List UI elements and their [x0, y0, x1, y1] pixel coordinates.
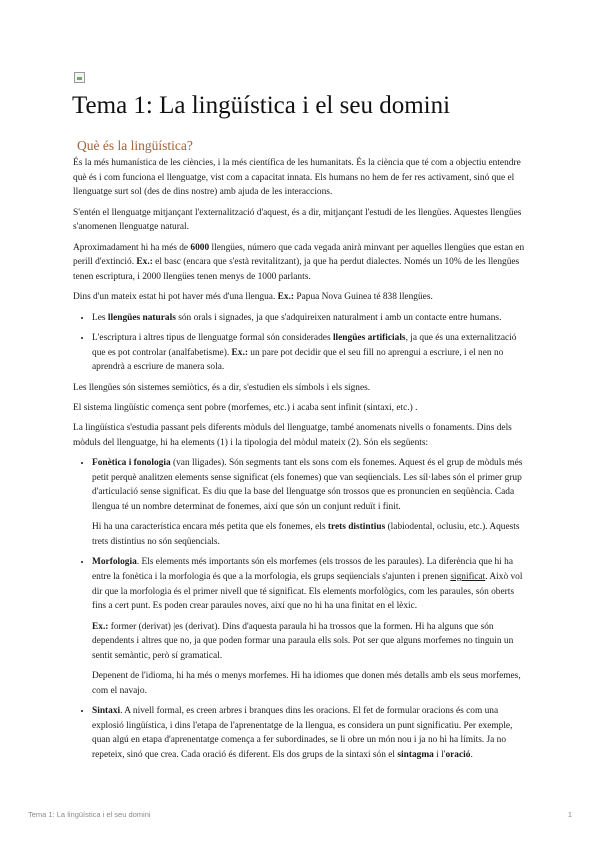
document-body	[73, 156, 528, 768]
text: (labiodental, oclusiu, etc.). Aquests trets distintius no són seqüencials.	[92, 522, 520, 548]
text: són orals i signades, ja que s'adquireixen naturalment i amb un contacte entre humans.	[175, 312, 502, 323]
paragraph	[73, 241, 528, 285]
bold-text: llengües naturals	[107, 312, 176, 323]
paragraph	[92, 704, 528, 762]
page-number: 1	[567, 810, 572, 819]
text: Dins d'un mateix estat hi pot haver més d'una llengua.	[73, 292, 278, 303]
bold-text: Ex.:	[92, 621, 109, 632]
broken-image-icon	[74, 72, 85, 83]
page-title: Tema 1: La lingüística i el seu domini	[72, 92, 451, 119]
paragraph	[92, 456, 528, 514]
bold-text: Ex.:	[277, 292, 295, 303]
text: llengües, número que cada vegada anirà minvant per aquelles llengües que estan en perill d'extinció.	[73, 242, 525, 268]
list-item	[92, 311, 528, 326]
bullet-list	[73, 456, 528, 762]
bold-text: trets distintius	[327, 522, 386, 533]
bold-text: sintagma	[397, 749, 434, 760]
paragraph	[92, 620, 528, 664]
list-item	[92, 555, 528, 698]
footer-title: Tema 1: La lingüística i el seu domini	[28, 810, 151, 819]
text: , ja que és una externalització que es pot controlar (analfabetisme).	[92, 332, 517, 358]
paragraph: És la més humanística de les ciències, i la més científica de les humanitats. És la ciència que té com a objectiu entendre què és i com funciona el llenguatge, vist com a capacitat innata. Els humans no hem de fer res activament, sinó que el llenguatge surt sol (des de dins nostre) amb ajuda de les interaccions.	[73, 158, 521, 198]
text: Hi ha una característica encara més petita que els fonemes, els	[92, 522, 328, 533]
underlined-text: significat	[450, 572, 486, 583]
list-item	[92, 456, 528, 549]
paragraph	[73, 290, 528, 305]
text: . Els elements més importants són els morfemes (els trossos de les paraules). La diferència que hi ha entre la fonètica i la morfologia és que a la morfologia, els grups seqüencials s'ajunten i prenen	[92, 557, 513, 583]
text: (van lligades). Són segments tant els sons com els fonemes. Aquest és el grup de mòduls més petit perquè analitzen elements sense significat (els fonemes) que van seqüencials. Les síl·labes són el primer grup d'articulació sense significat. Es diu que la base del llenguatge són trossos que es pronuncien en seqüència. Cada llengua té un nombre determinat de fonemes, així que són un conjunt reduït i finit.	[92, 458, 523, 513]
text: i l'	[433, 749, 446, 760]
text: . Això vol dir que la morfologia és el primer nivell que té significat. Els elements morfològics, com les paraules, són oberts fins a cert punt. Es poden crear paraules noves, així que no hi ha una finitat en el lèxic.	[92, 572, 523, 612]
paragraph: La lingüística s'estudia passant pels diferents mòduls del llenguatge, també anomenats nivells o fonaments. Dins dels mòduls del llenguatge, hi ha elements (1) i la tipologia del mòdul mateix (2). Són els següents:	[73, 423, 512, 448]
bold-text: Fonètica i fonologia	[92, 458, 171, 469]
bold-text: Morfologia	[92, 557, 137, 568]
section-heading: Què és la lingüística?	[77, 138, 193, 153]
bold-text: Ex.:	[136, 257, 153, 268]
paragraph	[92, 555, 528, 613]
text: L'escriptura i altres tipus de llenguatge formal són considerades	[92, 332, 333, 343]
bold-text: oració	[445, 749, 471, 760]
text: Les	[92, 312, 108, 323]
list-item	[92, 704, 528, 762]
paragraph: S'entén el llenguatge mitjançant l'externalització d'aquest, és a dir, mitjançant l'estudi de les llengües. Aquestes llengües s'anomenen llenguatge natural.	[73, 207, 522, 233]
paragraph: Depenent de l'idioma, hi ha més o menys morfemes. Hi ha idiomes que donen més detalls amb els seus morfemes, com el navajo.	[92, 671, 521, 696]
paragraph: El sistema lingüístic comença sent pobre (morfemes, etc.) i acaba sent infinit (sintaxi, etc.) .	[73, 402, 418, 413]
bold-text: 6000	[190, 242, 210, 253]
list-item	[92, 331, 528, 375]
bold-text: Sintaxi	[92, 706, 121, 717]
text: un pare pot decidir que el seu fill no aprengui a escriure, i el nen no aprendrà a escriure de manera sola.	[92, 347, 504, 373]
text: . A nivell formal, es creen arbres i branques dins les oracions. El fet de formular oracions és com una explosió lingüística, i dins l'etapa de l'aprenentatge de la llengua, es considera un punt significatiu. Per exemple, quan algú en etapa d'aprenentatge comença a fer subordinades, se li obre un món nou i ja no hi ha límits. Ja no repeteix, sinó que crea. Cada oració és diferent. Els dos grups de la sintaxi són el	[92, 706, 513, 760]
text: .	[470, 749, 473, 760]
text: Papua Nova Guinea té 838 llengües.	[294, 292, 433, 303]
text: former (derivat) |es (derivat). Dins d'aquesta paraula hi ha trossos que la formen. Hi ha alguns que són dependents i altres que no, ja que poden formar una paraula ells sols. Pot ser que alguns morfemes no tinguin un sentit semàntic, però sí gramatical.	[92, 621, 514, 661]
bold-text: Ex.:	[231, 347, 248, 358]
text: el basc (encara que s'està revitalitzant), ja que ha perdut dialectes. Només un 10% de les llengües tenen escriptura, i 2000 llengües tenen menys de 1000 parlants.	[73, 257, 520, 282]
paragraph	[92, 520, 528, 549]
paragraph: Les llengües són sistemes semiòtics, és a dir, s'estudien els símbols i els signes.	[73, 382, 371, 393]
bold-text: llengües artificials	[332, 332, 406, 343]
bullet-list	[73, 311, 528, 375]
text: Aproximadament hi ha més de	[73, 242, 191, 253]
